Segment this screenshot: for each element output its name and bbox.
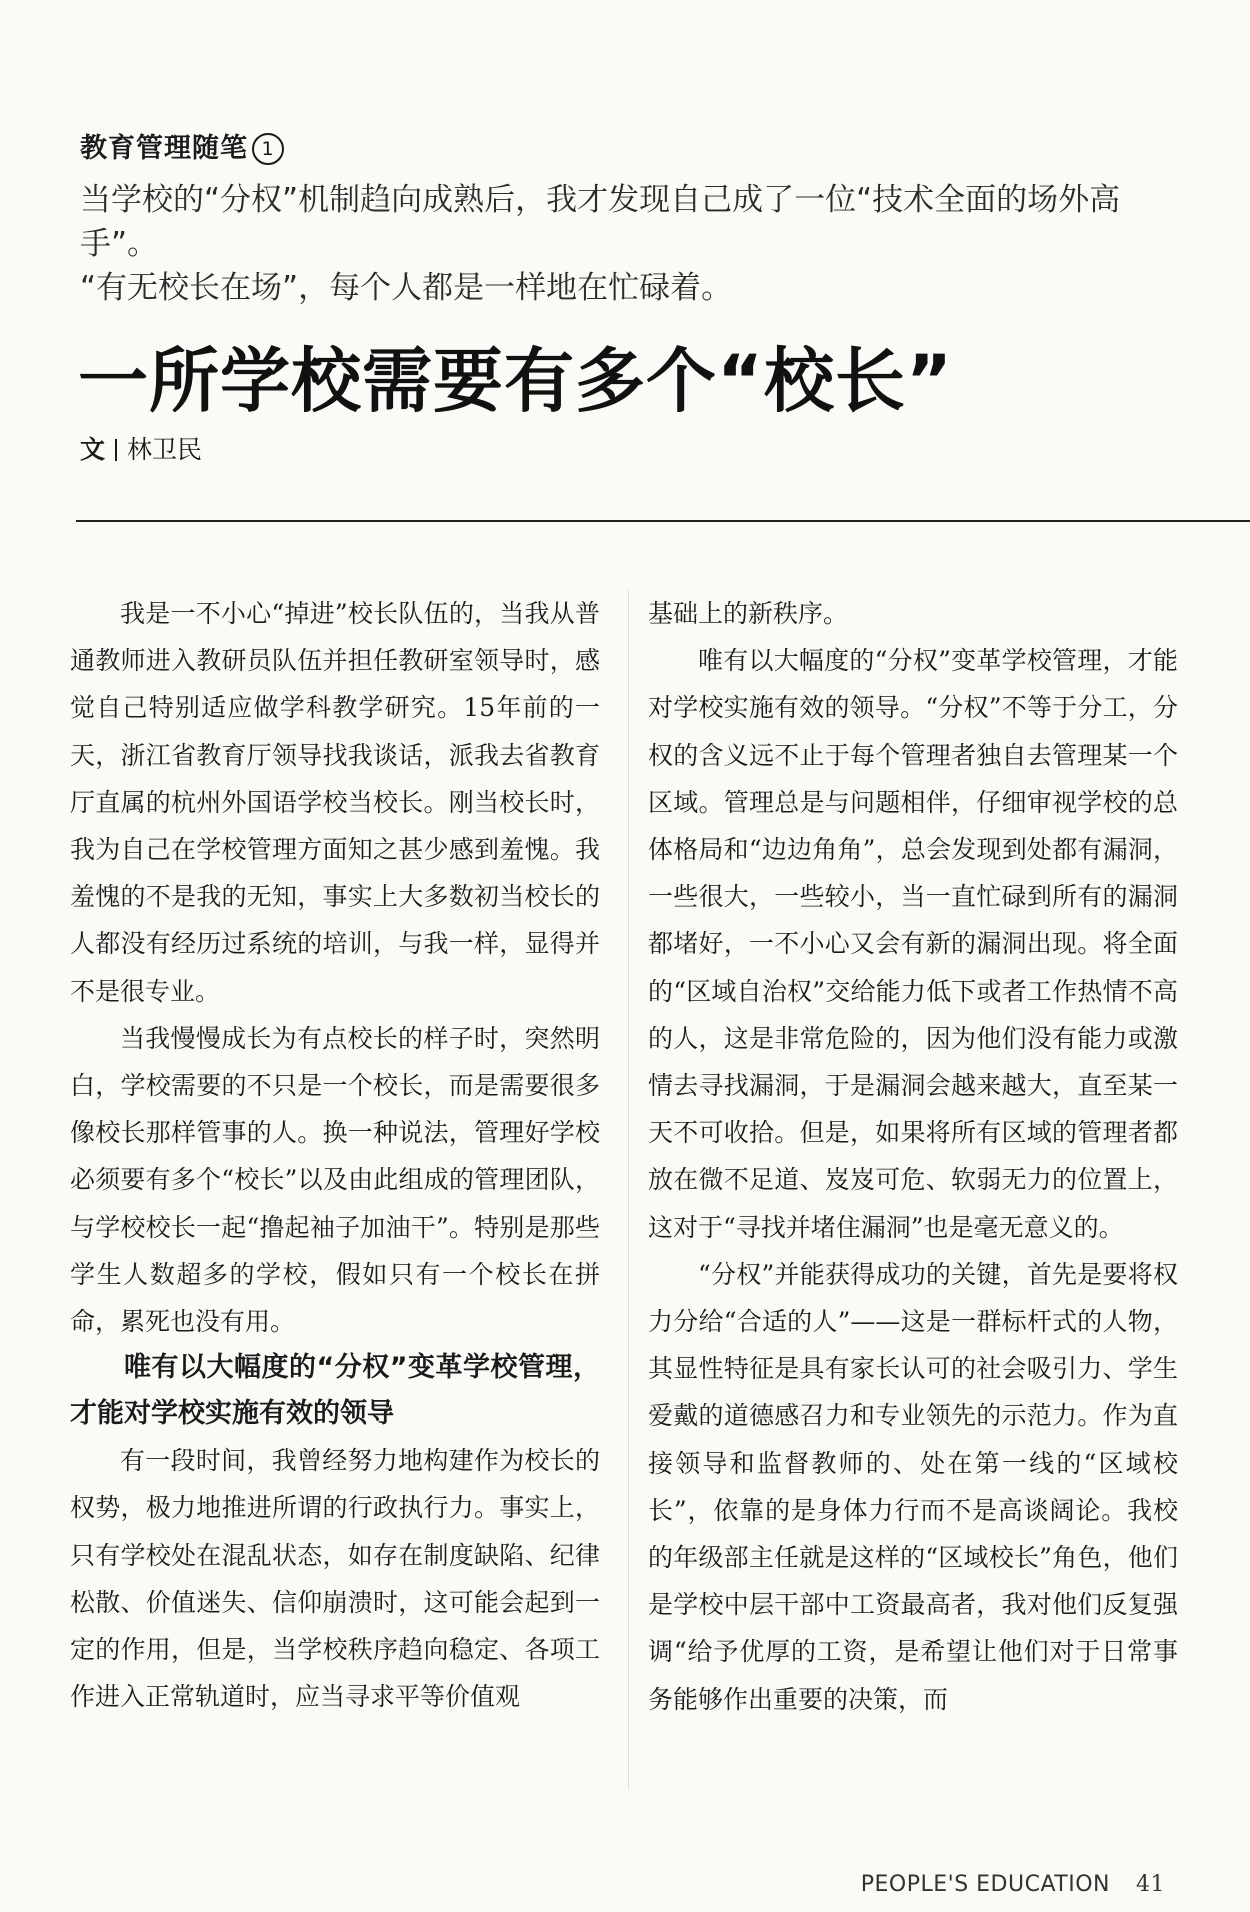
section-subhead: 唯有以大幅度的“分权”变革学校管理，才能对学校实施有效的领导 bbox=[70, 1352, 600, 1430]
body-paragraph: 我是一不小心“掉进”校长队伍的，当我从普通教师进入教研员队伍并担任教研室领导时，感觉自己特别适应做学科教学研究。15年前的一天，浙江省教育厅领导找我谈话，派我去省教育厅直属的杭州外国语学校当校长。刚当校长时，我为自己在学校管理方面知之甚少感到羞愧。我羞愧的不是我的无知，事实上大多数初当校长的人都没有经历过系统的培训，与我一样，显得并不是很专业。 bbox=[70, 599, 600, 1006]
byline-divider bbox=[115, 439, 117, 461]
lead-line-2: “有无校长在场”，每个人都是一样地在忙碌着。 bbox=[80, 270, 733, 306]
body-paragraph: “分权”并能获得成功的关键，首先是要将权力分给“合适的人”——这是一群标杆式的人物，其显性特征是具有家长认可的社会吸引力、学生爱戴的道德感召力和专业领先的示范力。作为直接领导和监督教师的、处在第一线的“区域校长”，依靠的是身体力行而不是高谈阔论。我校的年级部主任就是这样的“区域校长”角色，他们是学校中层干部中工资最高者，我对他们反复强调“给予优厚的工资，是希望让他们对于日常事务能够作出重要的决策，而 bbox=[648, 1259, 1178, 1714]
column-divider bbox=[628, 590, 629, 1790]
body-paragraph-continuation: 基础上的新秩序。 bbox=[648, 599, 849, 628]
byline-label: 文 bbox=[80, 435, 106, 464]
page-footer bbox=[861, 1872, 1165, 1897]
header-rule bbox=[76, 520, 1250, 522]
byline bbox=[80, 430, 202, 466]
byline-author: 林卫民 bbox=[127, 435, 203, 464]
column-number-badge: 1 bbox=[252, 133, 284, 165]
body-paragraph: 唯有以大幅度的“分权”变革学校管理，才能对学校实施有效的领导。“分权”不等于分工，分权的含义远不止于每个管理者独自去管理某一个区域。管理总是与问题相伴，仔细审视学校的总体格局和“边边角角”，总会发现到处都有漏洞，一些很大，一些较小，当一直忙碌到所有的漏洞都堵好，一不小心又会有新的漏洞出现。将全面的“区域自治权”交给能力低下或者工作热情不高的人，这是非常危险的，因为他们没有能力或激情去寻找漏洞，于是漏洞会越来越大，直至某一天不可收拾。但是，如果将所有区域的管理者都放在微不足道、岌岌可危、软弱无力的位置上，这对于“寻找并堵住漏洞”也是毫无意义的。 bbox=[648, 646, 1178, 1242]
left-column bbox=[70, 590, 600, 1720]
lead-line-1: 当学校的“分权”机制趋向成熟后，我才发现自己成了一位“技术全面的场外高手”。 bbox=[80, 182, 1121, 262]
article-headline: 一所学校需要有多个“校长” bbox=[78, 340, 954, 422]
lead-paragraph bbox=[80, 178, 1190, 310]
body-paragraph: 当我慢慢成长为有点校长的样子时，突然明白，学校需要的不只是一个校长，而是需要很多像校长那样管事的人。换一种说法，管理好学校必须要有多个“校长”以及由此组成的管理团队，与学校校长一起“撸起袖子加油干”。特别是那些学生人数超多的学校，假如只有一个校长在拼命，累死也没有用。 bbox=[70, 1023, 600, 1337]
magazine-name: PEOPLE'S EDUCATION bbox=[860, 1872, 1110, 1897]
right-column bbox=[648, 590, 1178, 1723]
column-label-text: 教育管理随笔 bbox=[80, 133, 248, 164]
body-paragraph: 有一段时间，我曾经努力地构建作为校长的权势，极力地推进所谓的行政执行力。事实上，只有学校处在混乱状态，如存在制度缺陷、纪律松散、价值迷失、信仰崩溃时，这可能会起到一定的作用，但是，当学校秩序趋向稳定、各项工作进入正常轨道时，应当寻求平等价值观 bbox=[70, 1446, 600, 1712]
page-number: 41 bbox=[1136, 1872, 1165, 1897]
column-label bbox=[80, 126, 284, 165]
